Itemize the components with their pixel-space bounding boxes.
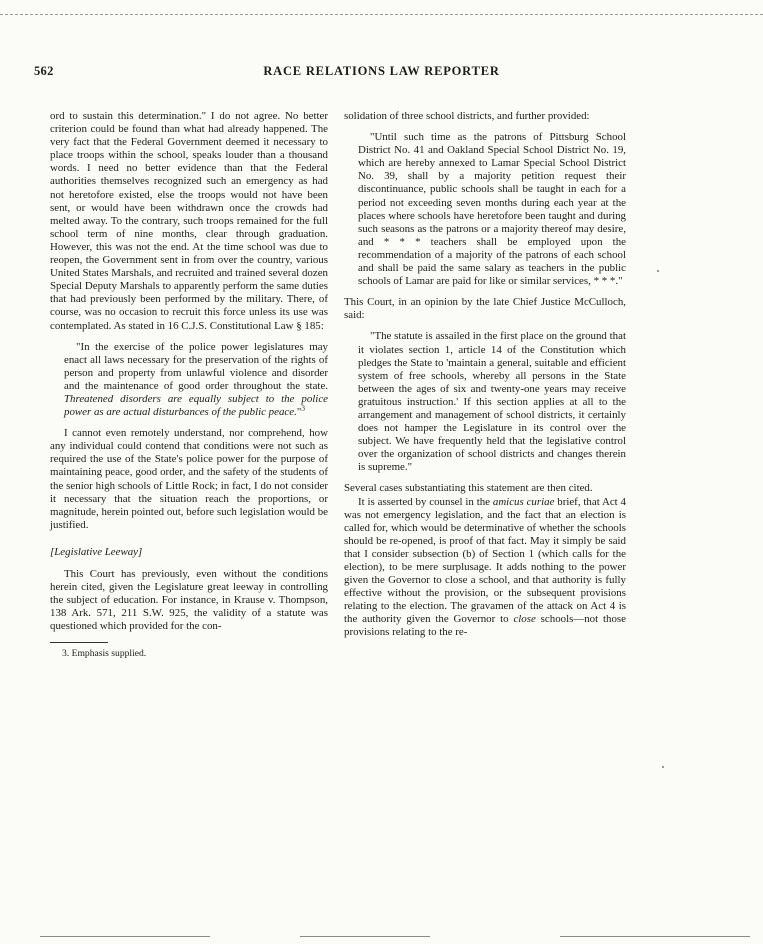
bottom-rule-center	[300, 936, 430, 937]
right-column	[344, 110, 626, 640]
page-number: 562	[34, 64, 54, 78]
right-paragraph-4	[344, 496, 626, 640]
right-p4-part-b: brief, that Act 4 was not emergency legislation, and the fact that an election is called for, which would be determinative of whether the schools should be re-opened, is proof of that fact. May it simply be said that I consider subsection (b) of Section 1 (which calls for the election), to be mere surplusage. It adds nothing to the power given the Governor to close a school, and that authority is fully effective without the provision, or the subsequent provisions relating to the election. The gravamen of the attack on Act 4 is the authority given the Governor to	[344, 495, 626, 626]
scan-speck	[657, 270, 659, 272]
left-quote-emphasis: Threatened disorders are equally subject to the police power as are actual disturbances of the public peace.	[64, 392, 328, 419]
right-quote-2-text: "The statute is assailed in the first place on the ground that it violates section 1, article 14 of the Constitution which pledges the State to 'maintain a general, suitable and efficient system of free schools, whereby all persons in the State between the ages of six and twenty-one years may receive gratuitous instruction.' If this section applies at all to the arrangement and management of school districts, it certainly does not hamper the Legislature in its control over the subject. We have frequently held that the legislative control over the organization of school districts and changes therein is supreme."	[358, 330, 626, 474]
top-dashed-border	[0, 14, 763, 15]
right-paragraph-1: solidation of three school districts, and further provided:	[344, 110, 590, 122]
left-block-quote	[64, 341, 328, 420]
right-p4-close: close	[513, 613, 536, 626]
right-p4-amicus: amicus curiae	[492, 495, 555, 508]
left-quote-text	[64, 341, 328, 420]
bottom-rule-right	[560, 936, 750, 937]
bottom-rule-left	[40, 936, 210, 937]
scan-speck	[662, 766, 664, 768]
footnote-ref: 3	[301, 403, 306, 413]
left-paragraph-1: ord to sustain this determination." I do not agree. No better criterion could be found than what had already happened. The very fact that the Federal Government deemed it necessary to place troops within the school, speaks louder than a thousand words. I need no better evidence than that the Federal authorities themselves recognized such an emergency as had not heretofore existed, else the troops would not have been sent, or would have been withdrawn once the crowds had melted away. To the contrary, such troops remained for the full school term of nine months, clear through graduation. However, this was not the end. At the time school was due to reopen, the Government sent in from over the country, various United States Marshals, and recruited and trained several dozen Special Deputy Marshals to apparently perform the same duties that had previously been performed by the military. There, of course, was no occasion to recruit this force unless its use was contemplated. As stated in 16 C.J.S. Constitutional Law § 185:	[50, 110, 328, 332]
right-paragraph-3: Several cases substantiating this statement are then cited.	[344, 482, 593, 495]
right-block-quote-2	[358, 330, 626, 474]
right-block-quote-1	[358, 131, 626, 288]
right-p4-part-c: schools—not those provisions relating to the re-	[344, 613, 626, 639]
footnote: 3. Emphasis supplied.	[62, 648, 147, 660]
left-column	[50, 110, 328, 660]
left-quote-plain: "In the exercise of the police power legislatures may enact all laws necessary for the preservation of the rights of person and property from unlawful violence and disorder and the maintenance of good order throughout the state.	[64, 340, 328, 392]
left-paragraph-3: This Court has previously, even without the conditions herein cited, given the Legislature great leeway in controlling the subject of education. For instance, in Krause v. Thompson, 138 Ark. 571, 211 S.W. 925, the validity of a statute was questioned which provided for the con-	[50, 568, 328, 633]
section-heading: [Legislative Leeway]	[50, 545, 143, 558]
left-paragraph-2: I cannot even remotely understand, nor comprehend, how any individual could contend that conditions were not such as required the use of the State's police power for the purpose of maintaining peace, good order, and the safety of the students of the senior high schools of Little Rock; in fact, I do not consider it necessary that the situation reach the proportions, or magnitude, herein pointed out, before such legislation would be justified.	[50, 427, 328, 531]
left-quote-close: "	[296, 406, 302, 419]
right-paragraph-2: This Court, in an opinion by the late Chief Justice McCulloch, said:	[344, 296, 626, 322]
right-quote-1-text: "Until such time as the patrons of Pittsburg School District No. 41 and Oakland Special School District No. 19, which are hereby annexed to Lamar Special School District No. 39, shall by a majority petition request their discontinuance, public schools shall be taught in each for a period not exceeding seven months during each year at the places where schools have heretofore been taught and during such seasons as the patrons or a majority thereof may desire, and * * * teachers shall be employed upon the recommendation of a majority of the patrons of each school and shall be paid the same salary as teachers in the public schools of Lamar are paid for like or similar services, * * *."	[358, 131, 626, 288]
footnote-rule	[50, 642, 108, 643]
running-title: RACE RELATIONS LAW REPORTER	[263, 64, 500, 78]
right-p4-part-a: It is asserted by counsel in the	[358, 495, 493, 508]
